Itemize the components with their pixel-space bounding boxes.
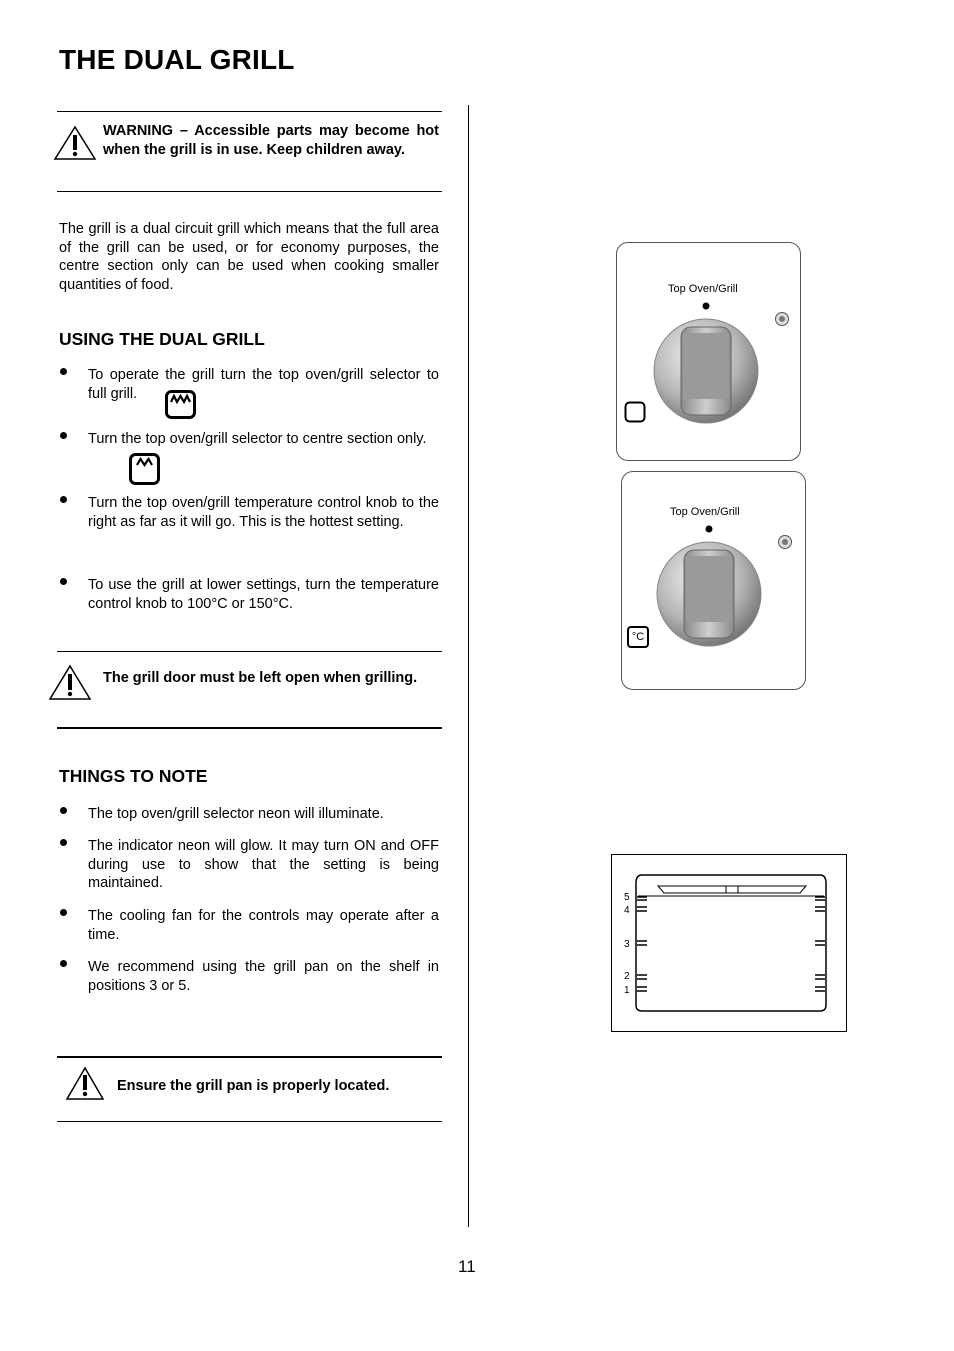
temperature-knob[interactable]: [655, 540, 763, 648]
warning-pan-located: Ensure the grill pan is properly located.: [117, 1078, 390, 1094]
warning-bottom-rule: [57, 1121, 442, 1122]
warning-top-rule: [57, 111, 442, 112]
neon-light-icon: [777, 534, 793, 550]
shelf-position-label: 5: [624, 892, 630, 903]
warning-bottom-rule: [57, 191, 442, 192]
shelf-position-label: 3: [624, 939, 630, 950]
bullet: [60, 432, 67, 439]
page-title: THE DUAL GRILL: [59, 44, 295, 75]
note-item-2: The indicator neon will glow. It may turn ON and OFF during use to show that the setting is being maintained.: [88, 838, 439, 891]
selector-symbol-icon: [624, 401, 646, 423]
bullet: [60, 368, 67, 375]
using-item-2: Turn the top oven/grill selector to centre section only.: [88, 431, 427, 447]
oven-cavity-outline: [612, 855, 846, 1031]
centre-grill-icon: [129, 453, 160, 485]
bullet: [60, 909, 67, 916]
using-item-4: To use the grill at lower settings, turn the temperature control knob to 100°C or 150°C.: [88, 577, 439, 612]
warning-door-open: The grill door must be left open when grilling.: [103, 670, 418, 686]
indicator-dot-icon: [702, 302, 710, 310]
using-item-3: Turn the top oven/grill temperature control knob to the right as far as it will go. This is the hottest setting.: [88, 495, 439, 530]
selector-panel-label: Top Oven/Grill: [668, 283, 738, 295]
notes-heading: THINGS TO NOTE: [59, 766, 208, 786]
warning-bottom-rule: [57, 727, 442, 729]
shelf-position-label: 4: [624, 905, 630, 916]
temperature-symbol-icon: °C: [627, 626, 649, 648]
warning-hot-parts: WARNING – Accessible parts may become hot when the grill is in use. Keep children away.: [103, 123, 439, 158]
note-item-4: We recommend using the grill pan on the shelf in positions 3 or 5.: [88, 959, 439, 994]
selector-knob[interactable]: [652, 317, 760, 425]
warning-triangle-icon: [49, 665, 91, 700]
warning-top-rule: [57, 651, 442, 652]
warning-top-rule: [57, 1056, 442, 1058]
using-heading: USING THE DUAL GRILL: [59, 329, 265, 349]
indicator-dot-icon: [705, 525, 713, 533]
shelf-position-diagram: [611, 854, 847, 1032]
intro-paragraph: The grill is a dual circuit grill which means that the full area of the grill can be used, or for economy purposes, the centre section only can be used when cooking smaller quantities of food.: [59, 221, 439, 293]
selector-control-panel: [616, 242, 801, 461]
full-grill-icon: [165, 390, 196, 419]
bullet: [60, 496, 67, 503]
bullet: [60, 960, 67, 967]
bullet: [60, 578, 67, 585]
note-item-1: The top oven/grill selector neon will illuminate.: [88, 806, 384, 822]
neon-light-icon: [774, 311, 790, 327]
warning-triangle-icon: [66, 1067, 104, 1100]
note-item-3: The cooling fan for the controls may operate after a time.: [88, 908, 439, 943]
bullet: [60, 807, 67, 814]
bullet: [60, 839, 67, 846]
shelf-position-label: 2: [624, 971, 630, 982]
using-item-1: To operate the grill turn the top oven/grill selector to full grill.: [88, 367, 439, 402]
temperature-panel-label: Top Oven/Grill: [670, 506, 740, 518]
warning-triangle-icon: [54, 126, 96, 160]
page-number: 11: [458, 1257, 476, 1276]
temperature-control-panel: [621, 471, 806, 690]
shelf-position-label: 1: [624, 985, 630, 996]
column-divider: [468, 105, 469, 1227]
